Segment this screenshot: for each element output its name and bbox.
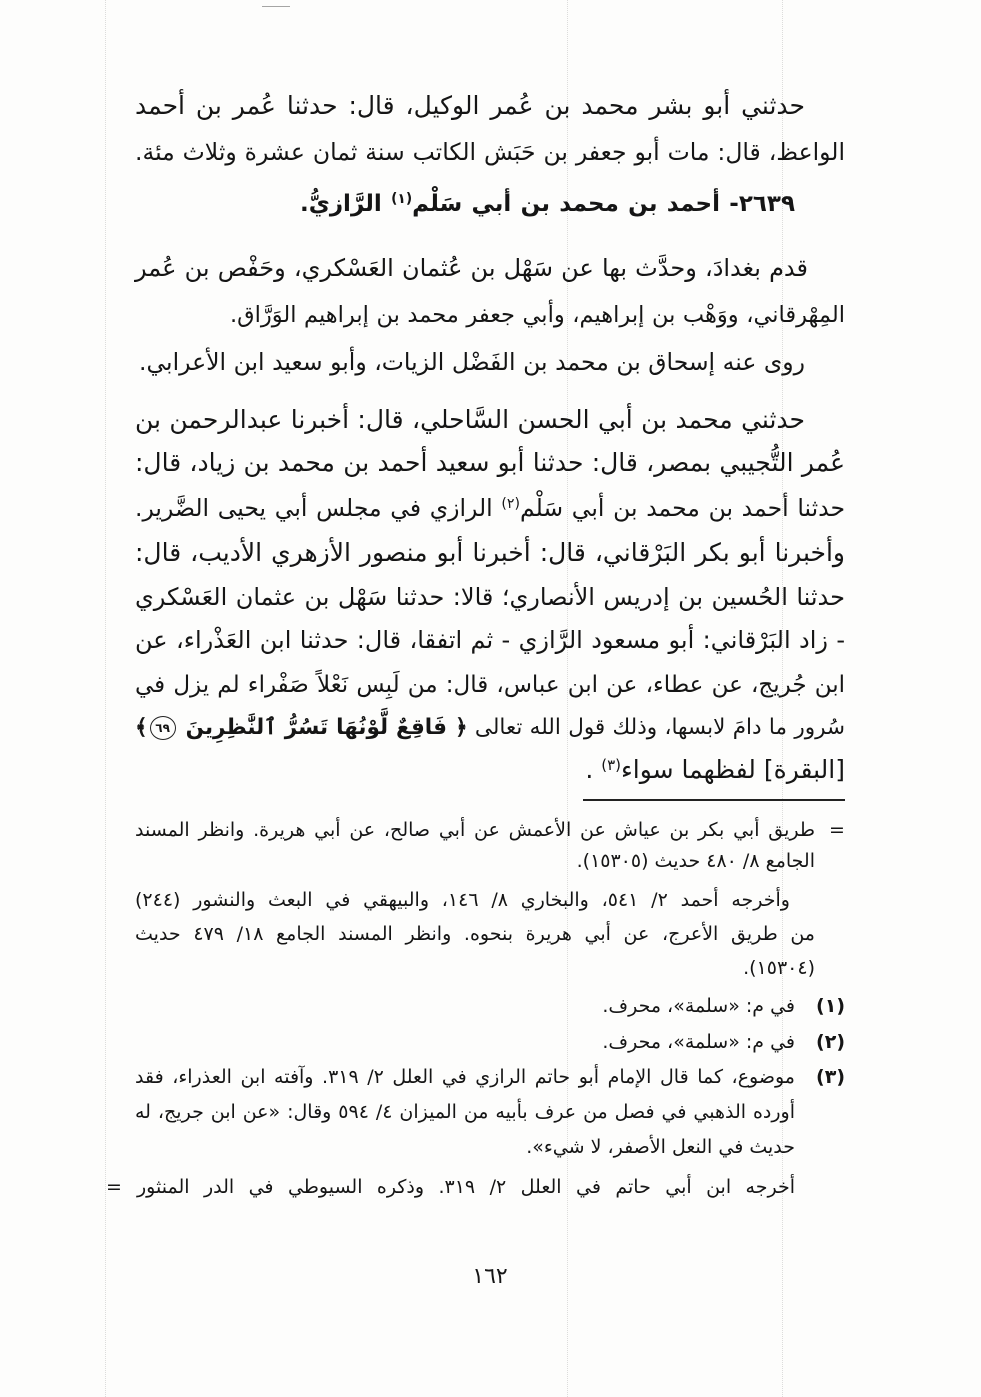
body-line: عُمر التُّجيبي بمصر، قال: حدثنا أبو سعيد أحمد بن محمد بن زياد، قال: [135,448,845,477]
footnote-number: (١) [816,995,845,1017]
scan-artifact-dash [262,6,290,7]
footnote-line: حديث في النعل الأصفر، لا شيء». [526,1136,795,1158]
body-line: حدثني أبو بشر محمد بن عُمر الوكيل، قال: حدثنا عُمر بن أحمد [135,91,805,120]
footnote-number: (٢) [816,1031,845,1053]
footnote-separator [583,799,845,801]
body-line-text: . [585,755,602,784]
body-line: المِهْرقاني، ووَهْب بن إبراهيم، وأبي جعفر محمد بن إبراهيم الوَرَّاق. [230,302,845,328]
footnote-line: (١٥٣٠٤). [743,957,815,979]
footnote-line: في م: «سلمة»، محرف. [602,995,795,1017]
entry-heading [300,180,795,228]
body-line: ابن جُريج، عن عطاء، عن ابن عباس، قال: من لَبِس نَعْلاً صَفْراء لم يزل في [135,672,845,698]
body-line: حدثني محمد بن أبي الحسن السَّاحلي، قال: أخبرنا عبدالرحمن بن [135,405,805,434]
body-line-text: الرازي في مجلس أبي يحيى الضَّرير. [135,494,502,522]
quran-bracket-close: ﴾ [135,715,148,740]
entry-heading-text: الرَّازيُّ. [300,191,392,217]
ayah-number: ٦٩ [150,716,176,740]
footnote-line: الجامع ٨/ ٤٨٠ حديث (١٥٣٠٥). [576,850,815,872]
page-number: ١٦٢ [472,1264,508,1289]
footnote-line: أورده الذهبي في فصل من عرف بأبيه من الميزان ٤/ ٥٩٤ وقال: «عن ابن جريج، له [135,1101,796,1123]
body-line-text: حدثنا أحمد بن محمد بن أبي سَلْم [519,494,845,522]
body-line: حدثنا الحُسين بن إدريس الأنصاري؛ قالا: حدثنا سَهْل بن عثمان العَسْكري [135,583,845,611]
footnote-line: أخرجه ابن أبي حاتم في العلل ٢/ ٣١٩. وذكره السيوطي في الدر المنثور [137,1176,795,1198]
entry-heading-text: ٢٦٣٩- أحمد بن محمد بن أبي سَلْم [412,191,796,217]
footnote-ref: (٣) [601,755,622,774]
continuation-marker: = [829,819,845,841]
body-line: - زاد البَرْقاني: أبو مسعود الرَّازي - ثم اتفقا، قال: حدثنا ابن العَذْراء، عن [135,626,845,654]
footnote-line: من طريق الأعرج، عن أبي هريرة بنحوه. وانظر المسند الجامع ١٨/ ٤٧٩ حديث [135,923,815,945]
body-line: روى عنه إسحاق بن محمد بن الفَضْل الزيات، وأبو سعيد ابن الأعرابي. [139,348,805,376]
footnote-line: في م: «سلمة»، محرف. [602,1031,795,1053]
body-line [135,488,845,528]
footnote-number: (٣) [816,1066,845,1088]
body-line [425,750,845,790]
footnote-line: وأخرجه أحمد ٢/ ٥٤١، والبخاري ٨/ ١٤٦، والبيهقي في البعث والنشور (٢٤٤) [135,889,790,911]
continuation-marker: = [106,1176,122,1198]
body-line: قدم بغدادَ، وحدَّث بها عن سَهْل بن عُثمان العَسْكري، وحَفْص بن عُمر [135,254,808,282]
footnote-ref: (١) [391,191,413,208]
footnote-line: موضوع، كما قال الإمام أبو حاتم الرازي في العلل ٢/ ٣١٩. وآفته ابن العذراء، فقد [135,1066,795,1088]
body-line: الواعظ، قال: مات أبو جعفر بن حَبَش الكاتب سنة ثمان عشرة وثلاث مئة. [135,138,845,166]
footnote-ref: (٢) [501,496,520,513]
quran-bracket-open: ﴿ [454,715,468,740]
body-line: وأخبرنا أبو بكر البَرْقاني، قال: أخبرنا أبو منصور الأزهري الأديب، قال: [135,538,845,567]
quran-verse: فَاقِعٌ لَّوْنُهَا تَسُرُّ ٱلنَّٰظِرِينَ [177,715,455,740]
body-line [135,708,845,748]
footnote-line: طريق أبي بكر بن عياش عن الأعمش عن أبي صالح، عن أبي هريرة. وانظر المسند [135,819,815,841]
body-line-text: سُرور ما دامَ لابسها، وذلك قول الله تعالى [467,715,845,740]
body-line-text: [البقرة] لفظهما سواء [621,755,845,784]
